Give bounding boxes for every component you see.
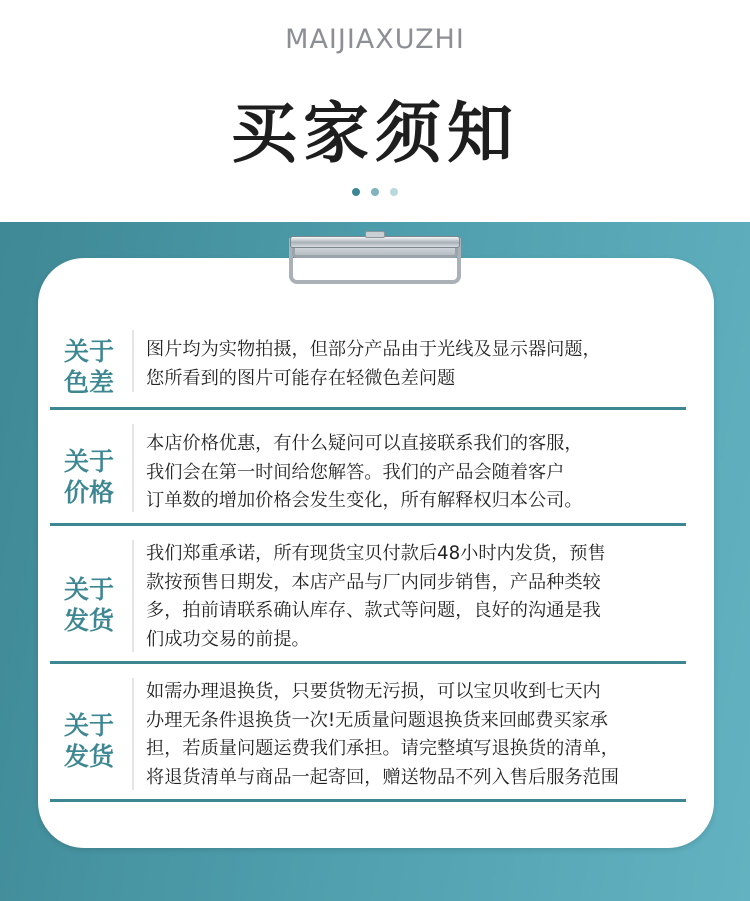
section-text: [146, 336, 686, 393]
page-subtitle: MAIJIAXUZHI: [285, 24, 465, 55]
section-text: [146, 540, 686, 654]
label-line-2: 发货: [64, 606, 115, 635]
divider: [132, 330, 134, 392]
label-line-1: 关于: [64, 711, 115, 740]
label-line-2: 色差: [64, 368, 115, 397]
label-line-1: 关于: [64, 337, 115, 366]
label-line-1: 关于: [64, 447, 115, 476]
label-line-2: 价格: [64, 478, 115, 507]
section-price: [50, 410, 686, 526]
section-shipping: [50, 526, 686, 664]
text-line: 您所看到的图片可能存在轻微色差问题: [146, 367, 456, 389]
section-color-difference: [50, 316, 686, 410]
text-line: 我们会在第一时间给您解答。我们的产品会随着客户: [146, 461, 565, 483]
section-label: [64, 446, 122, 508]
divider: [132, 424, 134, 512]
text-line: 们成功交易的前提。: [146, 628, 310, 650]
label-line-1: 关于: [64, 575, 115, 604]
text-line: 如需办理退换货，只要货物无污损，可以宝贝收到七天内: [146, 681, 601, 702]
text-line: 订单数的增加价格会发生变化，所有解释权归本公司。: [146, 490, 583, 511]
divider: [132, 540, 134, 652]
pagination-dots: [0, 181, 750, 200]
dot-icon: [371, 188, 379, 196]
header: [0, 0, 750, 222]
page-title: 买家须知: [231, 95, 519, 172]
section-label: [64, 710, 122, 772]
label-line-2: 发货: [64, 742, 115, 771]
section-text: [146, 430, 686, 516]
text-line: 办理无条件退换货一次!无质量问题退换货来回邮费买家承: [146, 709, 608, 731]
dot-icon: [352, 188, 360, 196]
section-label: [64, 574, 122, 636]
text-line: 将退货清单与商品一起寄回，赠送物品不列入售后服务范围: [146, 766, 619, 788]
text-line: 图片均为实物拍摄，但部分产品由于光线及显示器问题，: [146, 339, 601, 360]
text-line: 多，拍前请联系确认库存、款式等问题，良好的沟通是我: [146, 600, 601, 621]
divider: [132, 678, 134, 790]
clip-knob: [365, 231, 385, 238]
section-returns: [50, 664, 686, 802]
text-line: 本店价格优惠，有什么疑问可以直接联系我们的客服，: [146, 433, 583, 454]
section-label: [64, 336, 122, 398]
section-text: [146, 678, 686, 792]
text-line: 担，若质量问题运费我们承担。请完整填写退换货的清单，: [146, 738, 619, 759]
text-line: 我们郑重承诺，所有现货宝贝付款后48小时内发货，预售: [146, 543, 606, 564]
text-line: 款按预售日期发，本店产品与厂内同步销售，产品种类较: [146, 571, 601, 593]
dot-icon: [390, 188, 398, 196]
